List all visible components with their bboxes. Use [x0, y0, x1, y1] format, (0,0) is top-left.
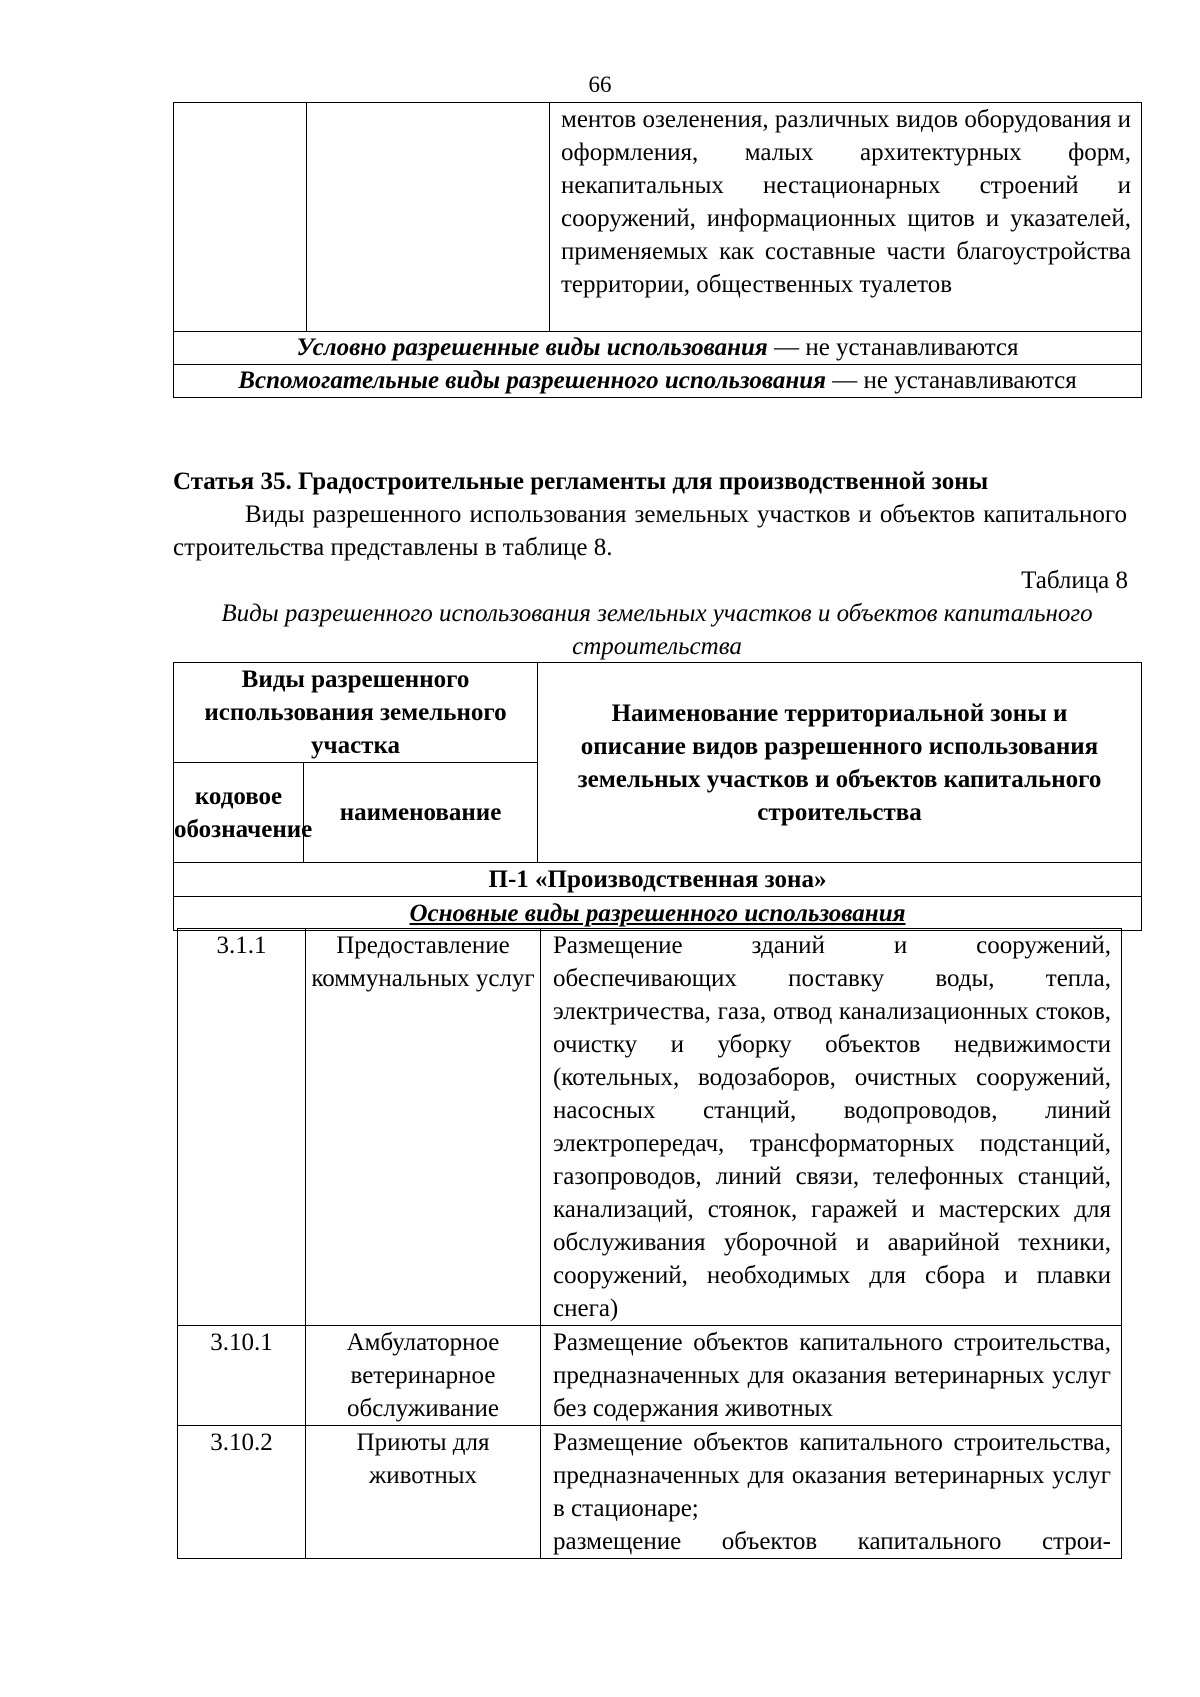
code-cell: 3.10.2 [178, 1426, 306, 1559]
auxiliary-uses-row [174, 365, 1142, 398]
table8-body [177, 928, 1122, 1559]
table-row [178, 929, 1122, 1326]
page-number: 66 [588, 72, 612, 97]
conditional-uses-row [174, 332, 1142, 365]
description-cell: ментов озеленения, различных видов оборудования и оформления, малых архитектурных форм, некапитальных нестационарных строений и сооружений, информационных щитов и указателей, применяемых как составные части благоустройства территории, общественных туалетов [550, 103, 1142, 332]
code-cell: 3.10.1 [178, 1326, 306, 1426]
code-cell: 3.1.1 [178, 929, 306, 1326]
header-group-cell: Виды разрешенного использования земельного участка [174, 663, 538, 763]
description-text: Размещение объектов капитального строительства, предназначенных для оказания ветеринарных услуг в стационаре; [553, 1429, 1111, 1522]
description-cell: Размещение зданий и сооружений, обеспечивающих поставку воды, тепла, электричества, газа, отвод канализационных стоков, очистку и уборку объектов недвижимости (котельных, водозаборов, очистных сооружений, насосных станций, водопроводов, линий электропередач, трансформаторных подстанций, газопроводов, линий связи, телефонных станций, канализаций, стоянок, гаражей и мастерских для обслуживания уборочной и аварийной техники, сооружений, необходимых для сбора и плавки снега) [541, 929, 1122, 1326]
table-row [178, 1426, 1122, 1559]
header-name-cell: наименование [304, 763, 538, 863]
header-code-cell: кодовое обозначение [174, 763, 304, 863]
name-cell: Предоставление коммунальных услуг [306, 929, 541, 1326]
main-uses-title-row: Основные виды разрешенного использования [174, 897, 1142, 931]
conditional-uses-value: — не устанавливаются [767, 334, 1019, 361]
article-intro: Виды разрешенного использования земельных участков и объектов капитального строительства представлены в таблице 8. [173, 501, 1127, 561]
table-row [178, 1326, 1122, 1426]
description-cell [541, 1426, 1122, 1559]
table-row [174, 103, 1142, 332]
table8-header [173, 662, 1142, 931]
description-cell: Размещение объектов капитального строительства, предназначенных для оказания ветеринарных услуг без содержания животных [541, 1326, 1122, 1426]
article-title: Статья 35. Градостроительные регламенты для производственной зоны [173, 468, 989, 495]
auxiliary-uses-label: Вспомогательные виды разрешенного использования [238, 367, 826, 394]
conditional-uses-label: Условно разрешенные виды использования [296, 334, 768, 361]
continued-uses-table [173, 102, 1142, 398]
auxiliary-uses-value: — не устанавливаются [826, 367, 1077, 394]
description-continued: размещение объектов капитального строи- [553, 1528, 1111, 1555]
name-cell: Приюты для животных [306, 1426, 541, 1559]
name-cell: Амбулаторное ветеринарное обслуживание [306, 1326, 541, 1426]
zone-title-row: П-1 «Производственная зона» [174, 863, 1142, 897]
table-label: Таблица 8 [1021, 567, 1128, 594]
code-cell [174, 103, 307, 332]
header-description-cell: Наименование территориальной зоны и описание видов разрешенного использования земельных участков и объектов капитального строительства [538, 663, 1142, 863]
table-caption: Виды разрешенного использования земельных участков и объектов капитального строительства [221, 600, 1093, 660]
name-cell [307, 103, 550, 332]
